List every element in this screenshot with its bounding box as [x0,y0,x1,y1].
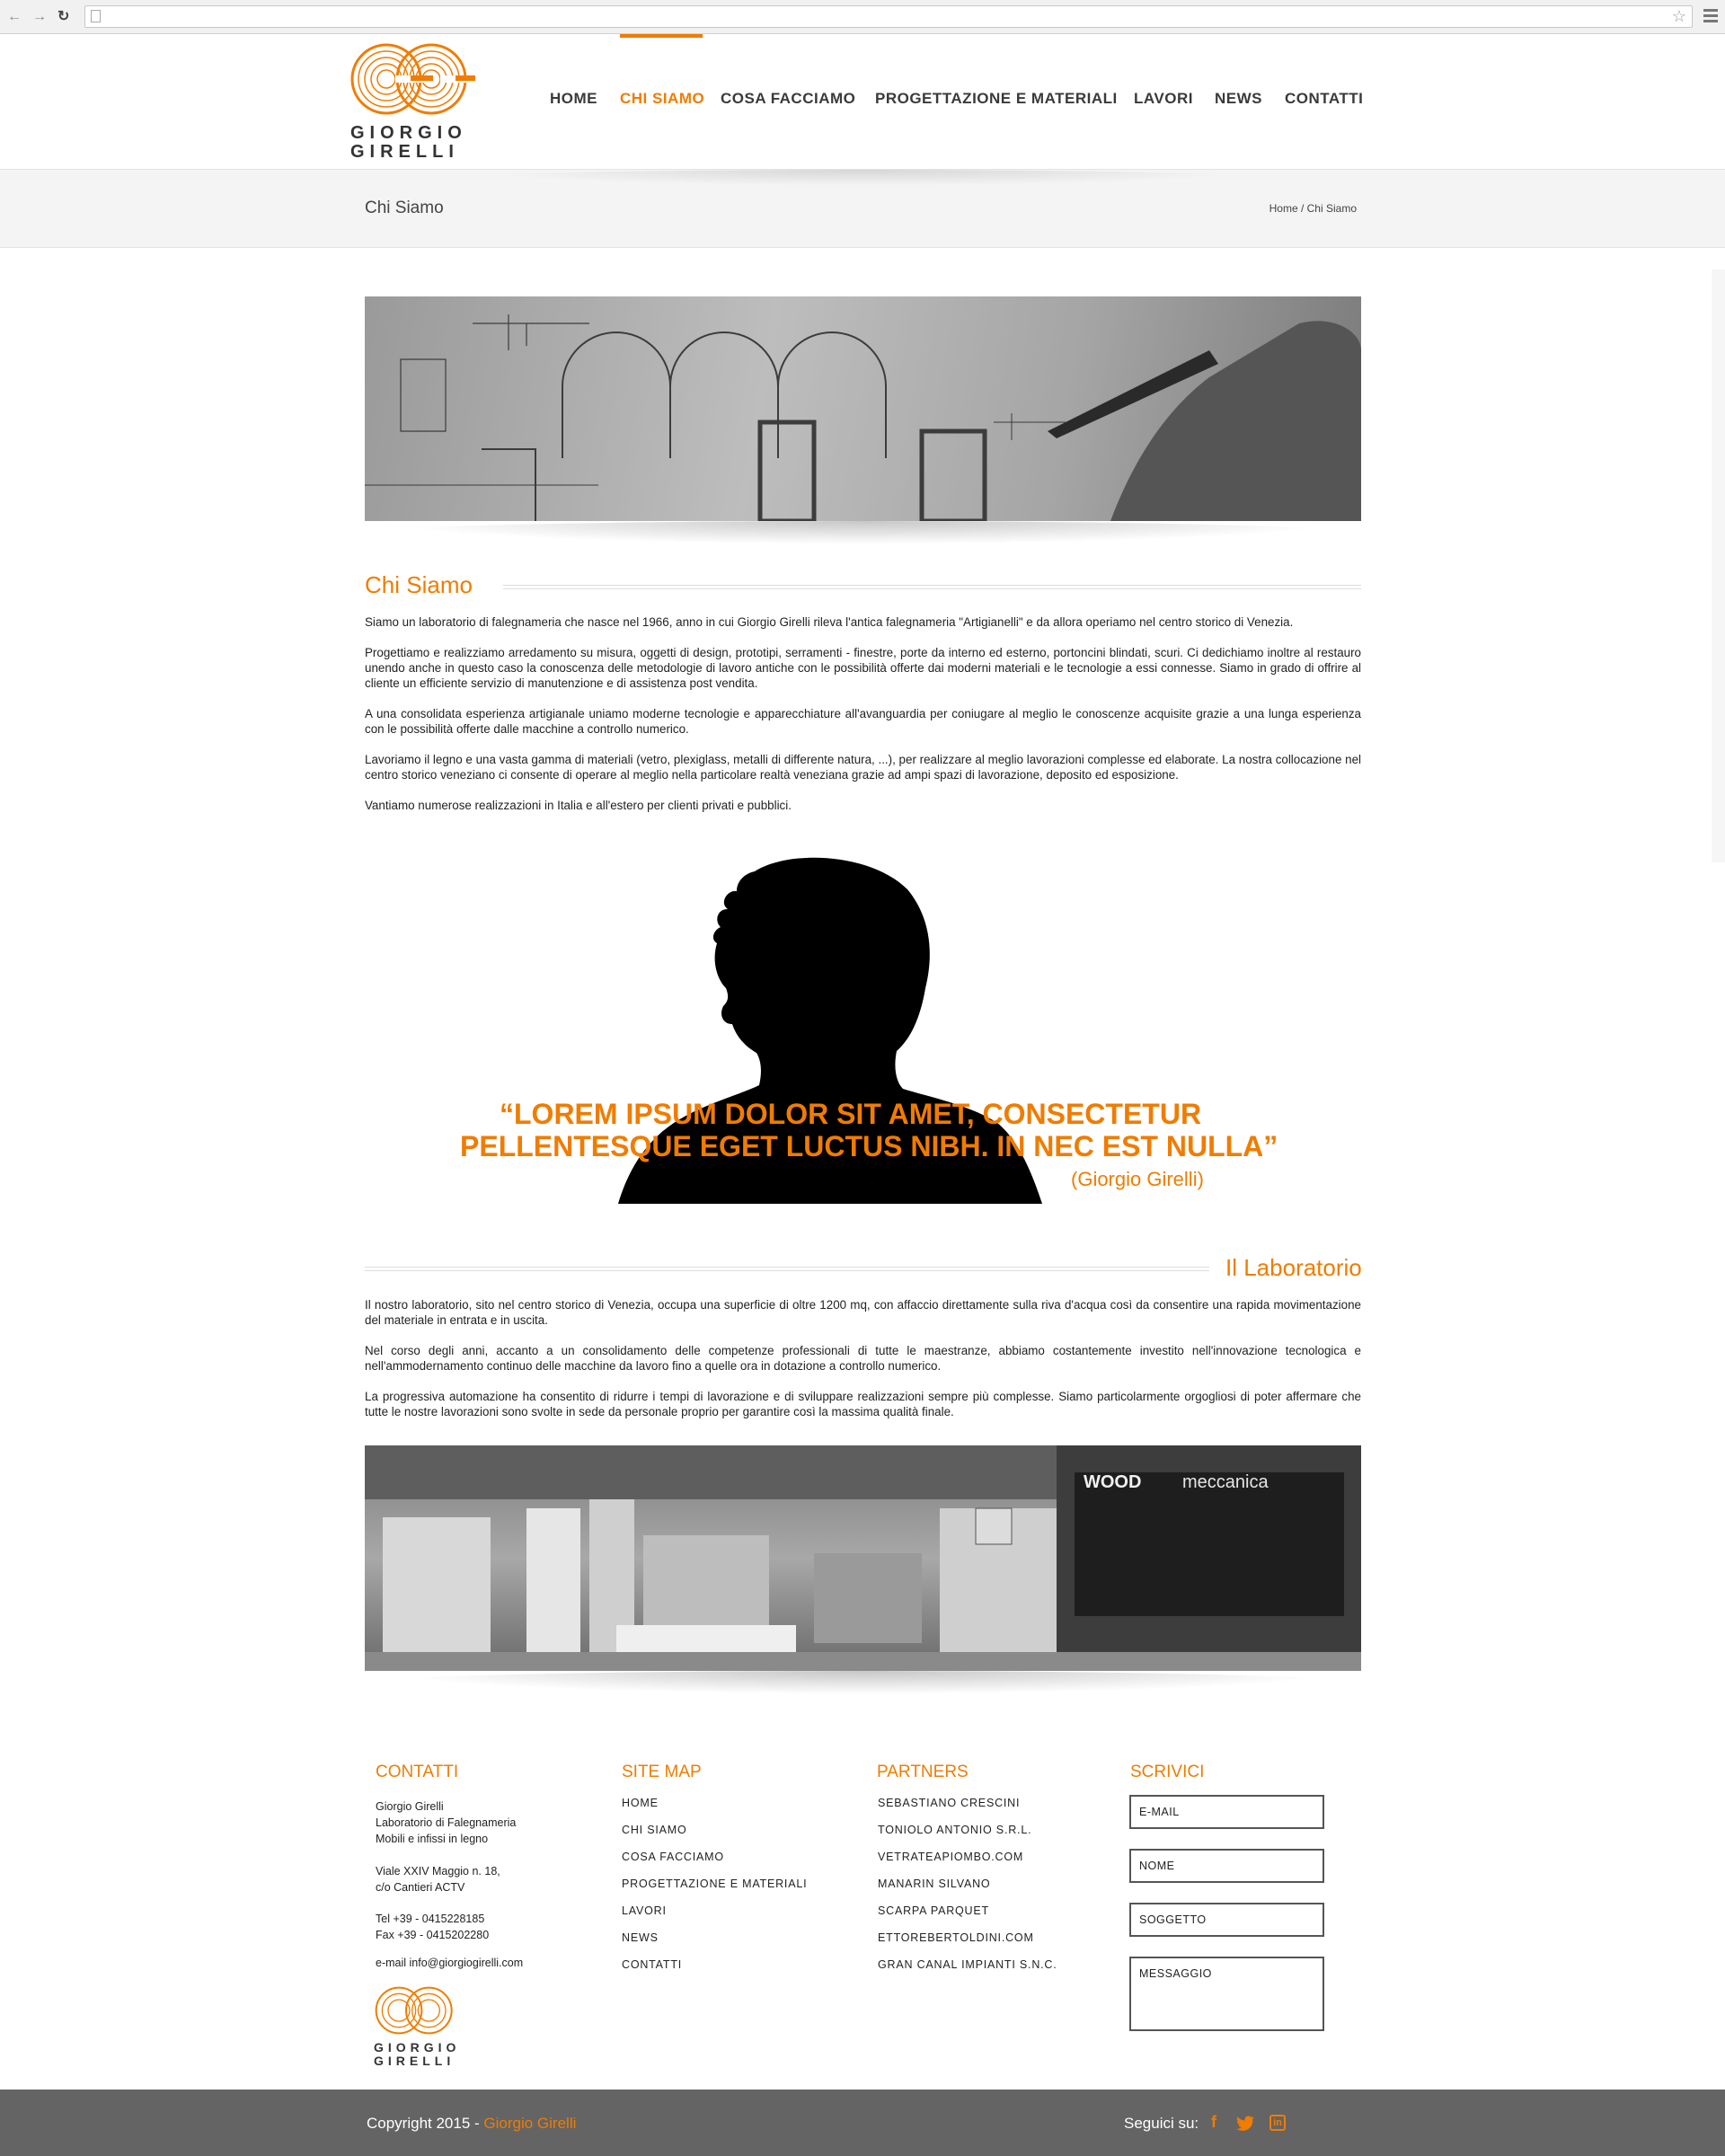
machine-brand-label: WOOD [1084,1472,1142,1492]
forward-arrow-icon[interactable]: → [32,9,47,24]
paragraph: Lavoriamo il legno e una vasta gamma di materiali (vetro, plexiglass, metalli di differente natura, ...), per realizzare al meglio lavorazioni complesse ed elaborate. La nostra collocazione nel centro storico veneziano ci consente di operare al meglio nella particolare realtà veneziana grazie ad ampi spazi di lavorazione, deposito ed esposizione. [365,753,1361,782]
heading-rule [503,585,1361,589]
partner-link[interactable]: GRAN CANAL IMPIANTI S.N.C. [878,1958,1057,1971]
copyright-text [367,2115,576,2133]
copyright-brand[interactable]: Giorgio Girelli [483,2115,577,2132]
nav-chi-siamo[interactable]: CHI SIAMO [620,90,705,107]
logo-line-2: GIRELLI [350,142,459,162]
page-title: Chi Siamo [365,199,444,217]
copyright-prefix: Copyright 2015 - [367,2115,484,2132]
quote-line-1: “LOREM IPSUM DOLOR SIT AMET, CONSECTETUR [500,1098,1202,1130]
laboratorio-text [365,1297,1361,1435]
logo-text [350,124,467,162]
logo-line-1: GIORGIO [350,123,467,143]
address-bar[interactable] [84,5,1693,28]
back-arrow-icon[interactable]: ← [7,9,22,24]
partners-list [878,1797,1057,1985]
footer-heading-sitemap: SITE MAP [622,1763,702,1781]
nav-news[interactable]: NEWS [1215,90,1262,107]
footer-logo-line-1: GIORGIO [374,2040,461,2054]
scrollbar[interactable] [1712,270,1725,862]
paragraph: A una consolidata esperienza artigianale uniamo moderne tecnologie e apparecchiature all'avanguardia per coniugare al meglio le conoscenze acquisite grazie a una lunga esperienza con le possibilità offerte dalle macchine a controllo numerico. [365,707,1361,736]
contact-line: Viale XXIV Maggio n. 18, [376,1865,500,1878]
sitemap-link-lavori[interactable]: LAVORI [622,1904,667,1917]
linkedin-icon[interactable]: in [1269,2115,1286,2131]
paragraph: Siamo un laboratorio di falegnameria che nasce nel 1966, anno in cui Giorgio Girelli rileva l'antica falegnameria "Artigianelli" e da allora operiamo nel centro storico di Venezia. [365,615,1294,629]
browser-toolbar [0,0,1725,34]
page-icon [91,10,101,22]
site-header [0,34,1725,169]
twitter-icon[interactable] [1236,2116,1254,2131]
partner-link[interactable]: MANARIN SILVANO [878,1878,991,1890]
contact-line: Giorgio Girelli [376,1800,444,1813]
message-field[interactable]: MESSAGGIO [1129,1957,1324,2031]
quote-author: (Giorgio Girelli) [1071,1168,1204,1190]
nav-progettazione[interactable]: PROGETTAZIONE E MATERIALI [875,90,1118,107]
contact-line: Tel +39 - 0415228185 [376,1913,485,1925]
footer-logo-line-2: GIRELLI [374,2054,456,2068]
partner-link[interactable]: TONIOLO ANTONIO S.R.L. [878,1824,1032,1836]
contact-line: Mobili e infissi in legno [376,1833,489,1845]
contact-line: c/o Cantieri ACTV [376,1881,465,1894]
subject-field[interactable]: SOGGETTO [1129,1903,1324,1937]
contact-email[interactable]: e-mail info@giorgiogirelli.com [376,1957,524,1969]
nav-contatti[interactable]: CONTATTI [1285,90,1364,107]
bookmark-star-icon[interactable]: ☆ [1671,7,1686,25]
paragraph: Progettiamo e realizziamo arredamento su misura, oggetti di design, prototipi, serramenti - finestre, porte da interno ed esterno, portoncini blindati, scuri. Ci dedichiamo inoltre al restauro unendo anche in questo caso la conoscenza delle metodologie di lavoro antiche con le possibilità offerte dai moderni materiali e le tecnologie a essi connesse. Siamo in grado di offrire al cliente un efficiente servizio di manutenzione e di assistenza post vendita. [365,646,1361,690]
footer-heading-scrivici: SCRIVICI [1130,1763,1205,1781]
footer-logo-text [374,2041,460,2068]
reload-icon[interactable]: ↻ [58,9,70,24]
browser-menu-icon[interactable] [1703,9,1718,25]
sketch-drawing [365,296,1361,521]
paragraph: La progressiva automazione ha consentito di ridurre i tempi di lavorazione e di sviluppare realizzazioni sempre più complesse. Siamo particolarmente orgogliosi di poter affermare che tutte le nostre lavorazioni sono svolte in sede da personale proprio per garantire così la massima qualità finale. [365,1390,1361,1418]
paragraph: Vantiamo numerose realizzazioni in Italia e all'estero per clienti privati e pubblici. [365,799,792,812]
contact-company [376,1798,516,1847]
chi-siamo-text [365,614,1361,828]
image-shadow [377,1671,1348,1694]
workshop-image [365,1445,1361,1671]
contact-line: Laboratorio di Falegnameria [376,1816,517,1829]
heading-rule [365,1267,1209,1271]
name-field[interactable]: NOME [1129,1849,1324,1883]
sitemap-list [622,1797,807,1985]
active-nav-indicator [620,34,703,38]
partner-link[interactable]: SEBASTIANO CRESCINI [878,1797,1021,1809]
contact-phone [376,1911,489,1943]
breadcrumb[interactable]: Home / Chi Siamo [1269,202,1357,215]
footer-logo-icon [372,1985,462,2039]
contact-line: Fax +39 - 0415202280 [376,1929,490,1941]
footer-heading-contatti: CONTATTI [376,1763,459,1781]
copyright-bar [0,2090,1725,2156]
sitemap-link-cosa-facciamo[interactable]: COSA FACCIAMO [622,1851,724,1863]
sitemap-link-progettazione[interactable]: PROGETTAZIONE E MATERIALI [622,1878,808,1890]
contact-address [376,1863,500,1895]
sitemap-link-contatti[interactable]: CONTATTI [622,1958,683,1971]
sitemap-link-chi-siamo[interactable]: CHI SIAMO [622,1824,687,1836]
section-heading-chi-siamo: Chi Siamo [365,571,473,598]
facebook-icon[interactable]: f [1211,2113,1216,2131]
partner-link[interactable]: VETRATEAPIOMBO.COM [878,1851,1024,1863]
header-shadow [467,170,1258,186]
nav-home[interactable]: HOME [550,90,597,107]
page-title-bar [0,169,1725,248]
nav-cosa-facciamo[interactable]: COSA FACCIAMO [721,90,856,107]
email-field[interactable]: E-MAIL [1129,1795,1324,1829]
footer-heading-partners: PARTNERS [877,1763,969,1781]
partner-link[interactable]: SCARPA PARQUET [878,1904,989,1917]
section-heading-laboratorio: Il Laboratorio [1225,1254,1362,1281]
sitemap-link-home[interactable]: HOME [622,1797,659,1809]
image-shadow [377,521,1348,544]
hero-sketch-image [365,296,1361,521]
quote-line-2: PELLENTESQUE EGET LUCTUS NIBH. IN NEC EST NULLA” [460,1130,1278,1162]
sitemap-link-news[interactable]: NEWS [622,1931,659,1944]
nav-lavori[interactable]: LAVORI [1134,90,1193,107]
paragraph: Nel corso degli anni, accanto a un consolidamento delle competenze professionali di tutte le maestranze, abbiamo costantemente investito nell'innovazione tecnologica e nell'ammodernamento continuo delle macchine da lavoro fino a quelle ora in dotazione a controllo numerico. [365,1344,1361,1373]
follow-label: Seguici su: [1124,2115,1199,2132]
machine-brand-label-2: meccanica [1182,1472,1269,1492]
paragraph: Il nostro laboratorio, sito nel centro storico di Venezia, occupa una superficie di oltre 1200 mq, con affaccio direttamente sulla riva d'acqua così da consentire una rapida movimentazione del materiale in entrata e in uscita. [365,1298,1361,1327]
partner-link[interactable]: ETTOREBERTOLDINI.COM [878,1931,1034,1944]
